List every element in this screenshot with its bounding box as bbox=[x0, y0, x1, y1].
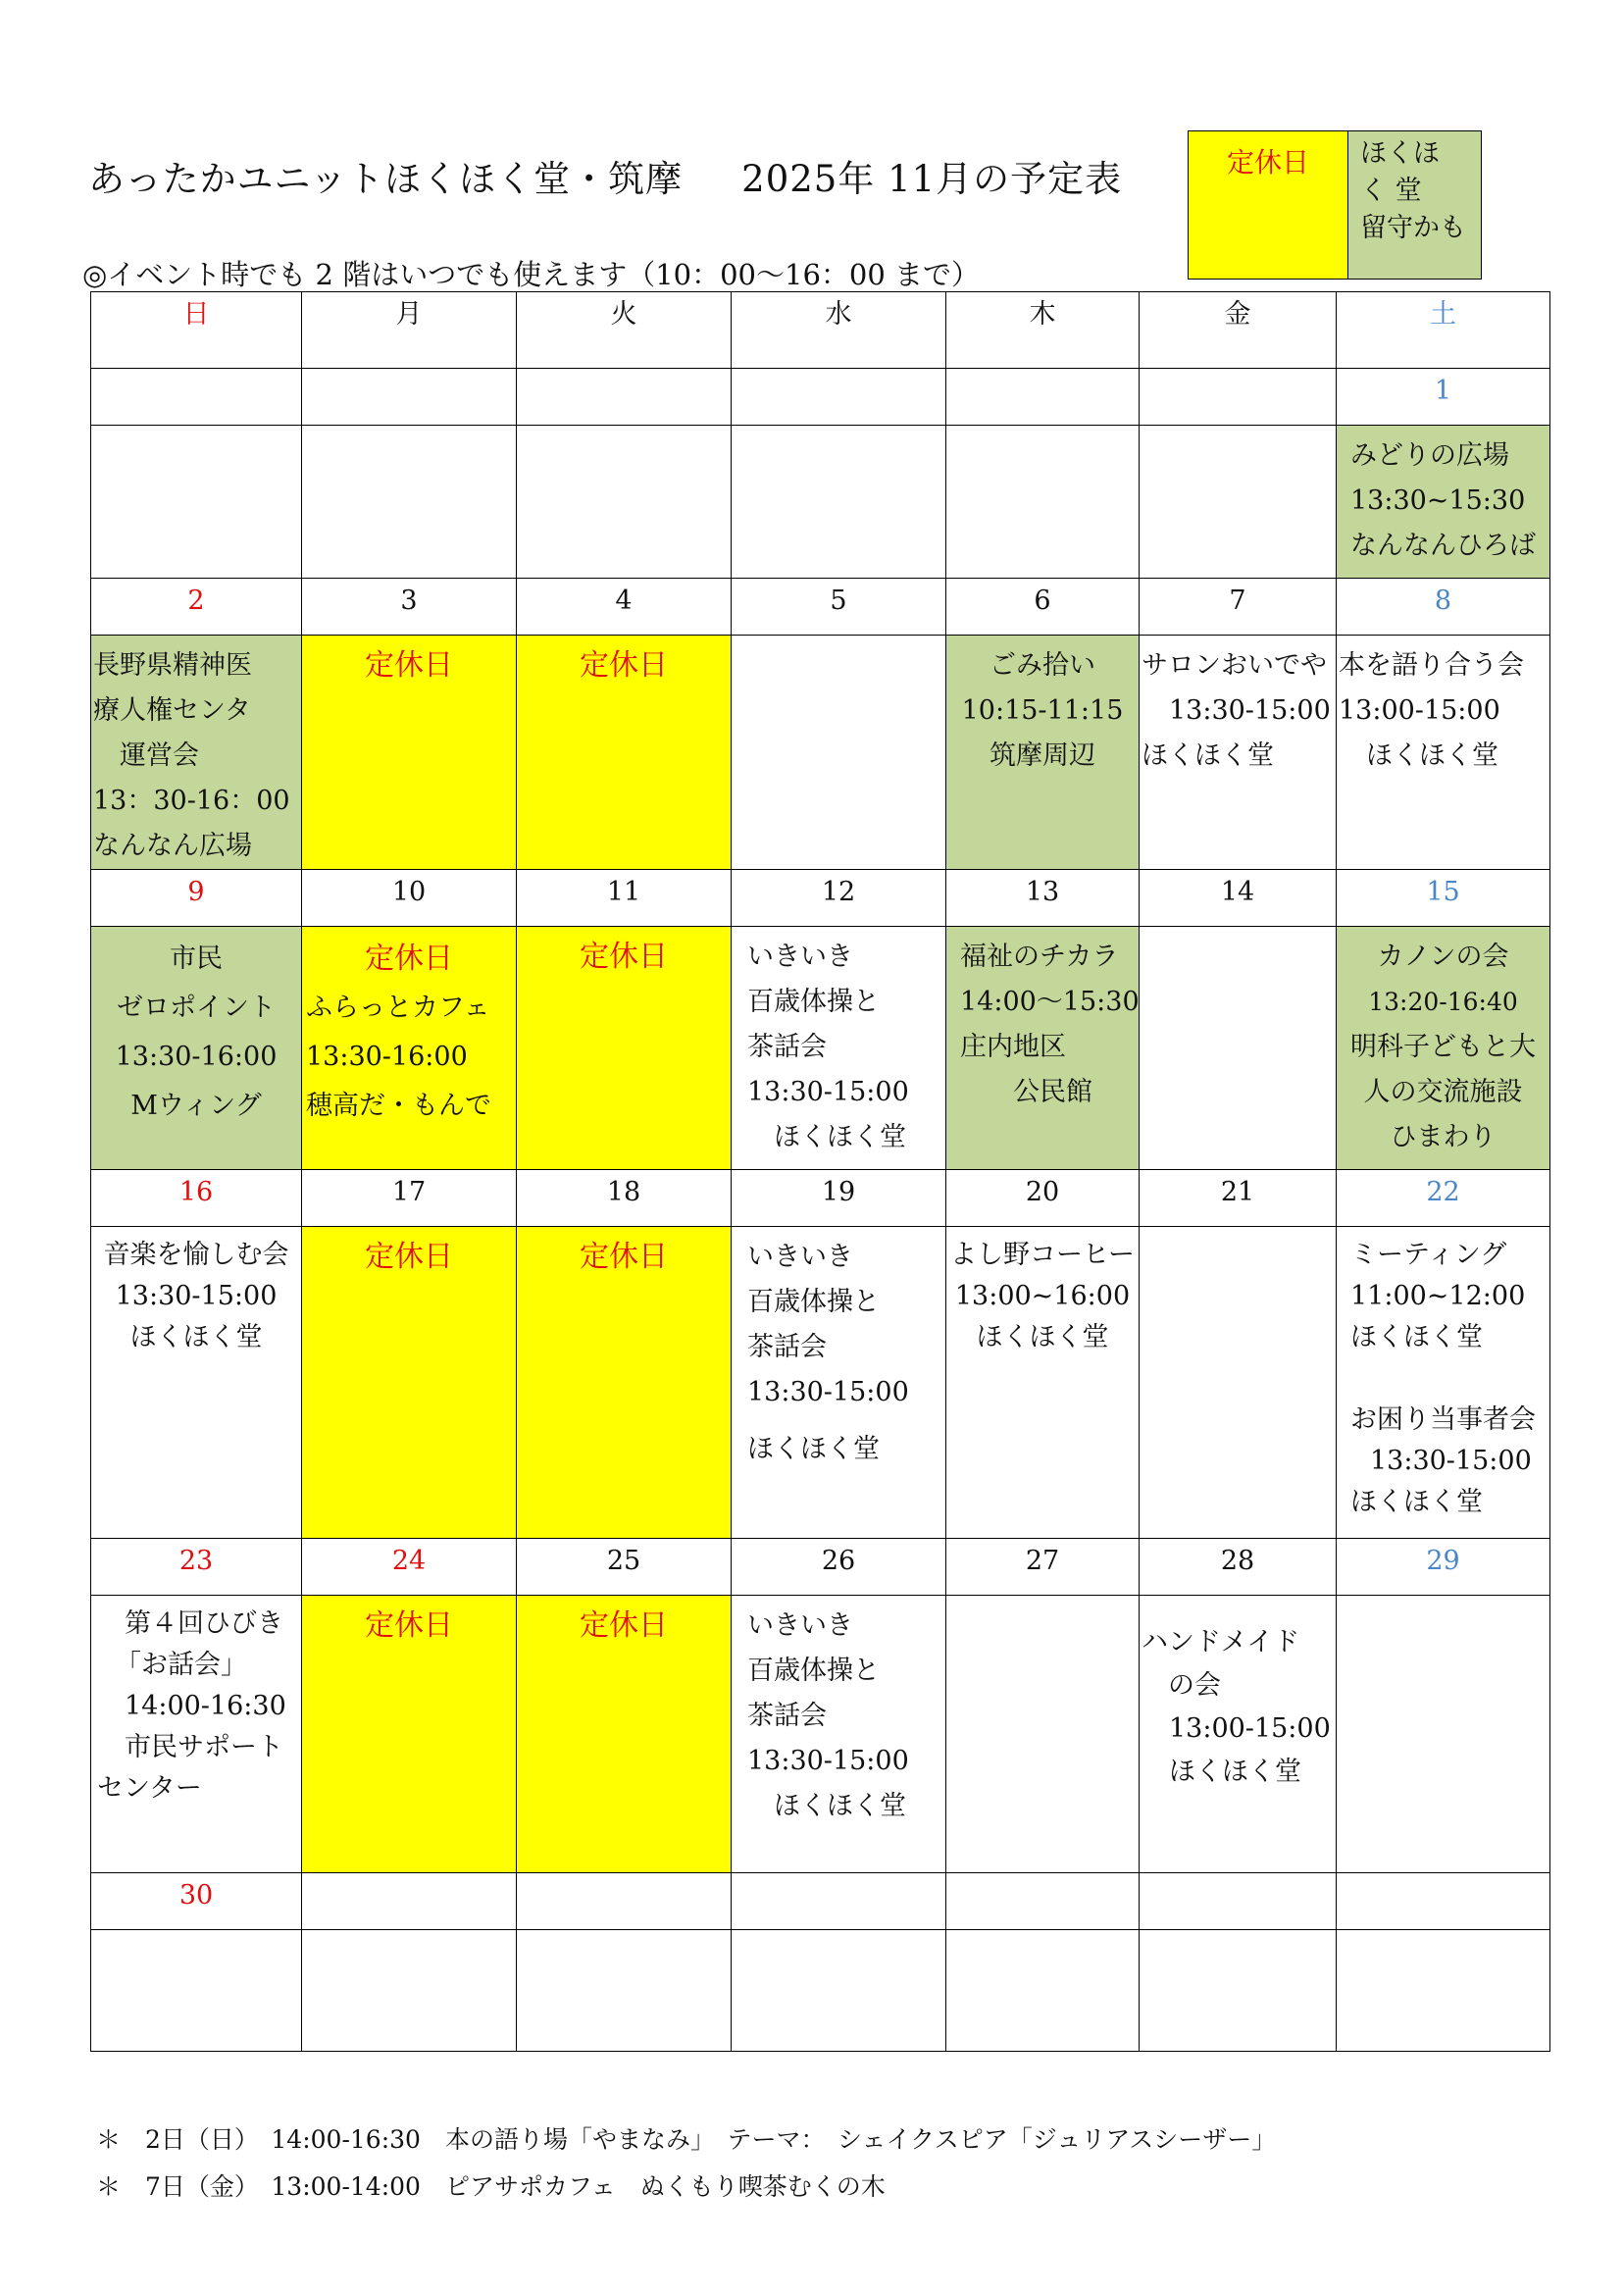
event-cell-22 bbox=[1337, 1227, 1550, 1539]
event-row bbox=[91, 636, 1550, 870]
event-line: 11:00~12:00 bbox=[1350, 1281, 1526, 1311]
date-cell-empty bbox=[517, 369, 732, 426]
legend-away-line: く 堂 bbox=[1360, 176, 1422, 206]
event-line: お困り当事者会 bbox=[1350, 1404, 1536, 1435]
event-row bbox=[91, 1596, 1550, 1873]
event-line: Mウィング bbox=[130, 1091, 262, 1121]
event-line: 13:30-16:00 bbox=[306, 1042, 468, 1072]
event-line: カノンの会 bbox=[1377, 942, 1509, 972]
event-cell-23 bbox=[91, 1596, 302, 1873]
date-cell-empty bbox=[517, 1873, 732, 1930]
event-cell-24 bbox=[302, 1596, 517, 1873]
event-cell-3 bbox=[302, 636, 517, 870]
weekday-fri: 金 bbox=[1140, 292, 1337, 369]
legend-away-line: ほくほ bbox=[1360, 138, 1440, 169]
event-cell-27 bbox=[946, 1596, 1140, 1873]
event-line: 百歳体操と bbox=[747, 1656, 880, 1686]
event-cell-6 bbox=[946, 636, 1140, 870]
footnote: ＊ 2日（日） 14:00-16:30 本の語り場「やまなみ」 テーマ： シェイクスピア「ジュリアスシーザー」 bbox=[96, 2125, 1277, 2154]
event-line: ふらっとカフェ bbox=[306, 993, 490, 1023]
weekday-header-row bbox=[91, 292, 1550, 369]
event-line: 13:20-16:40 bbox=[1368, 988, 1518, 1016]
legend-closed: 定休日 bbox=[1189, 131, 1348, 279]
date-2: 2 bbox=[91, 579, 302, 636]
closed-day-label: 定休日 bbox=[580, 1608, 668, 1643]
event-cell-empty bbox=[946, 1930, 1140, 2052]
event-line: サロンおいでや bbox=[1142, 650, 1327, 681]
footnote: ＊ 7日（金） 13:00-14:00 ピアサポカフェ ぬくもり喫茶むくの木 bbox=[96, 2172, 886, 2201]
weekday-thu: 木 bbox=[946, 292, 1140, 369]
title-month: 2025年 11月の予定表 bbox=[741, 158, 1123, 200]
calendar-table bbox=[90, 291, 1550, 2052]
date-4: 4 bbox=[517, 579, 732, 636]
event-row bbox=[91, 1227, 1550, 1539]
event-cell-8 bbox=[1337, 636, 1550, 870]
closed-day-label: 定休日 bbox=[580, 940, 668, 974]
date-6: 6 bbox=[946, 579, 1140, 636]
event-cell-empty bbox=[1337, 1930, 1550, 2052]
event-cell-10 bbox=[302, 927, 517, 1170]
date-row bbox=[91, 1873, 1550, 1930]
date-19: 19 bbox=[732, 1170, 946, 1227]
date-29: 29 bbox=[1337, 1539, 1550, 1596]
event-cell-16 bbox=[91, 1227, 302, 1539]
event-line: 13:30-15:00 bbox=[747, 1746, 909, 1776]
event-cell-26 bbox=[732, 1596, 946, 1873]
date-14: 14 bbox=[1140, 870, 1337, 927]
date-cell-empty bbox=[946, 1873, 1140, 1930]
event-line: 14:00〜15:30 bbox=[960, 987, 1140, 1017]
event-line: 庄内地区 bbox=[960, 1032, 1066, 1062]
event-cell-17 bbox=[302, 1227, 517, 1539]
event-line: 13:30-15:00 bbox=[115, 1281, 278, 1311]
event-line: みどりの広場 bbox=[1350, 440, 1509, 471]
event-line: 筑摩周辺 bbox=[990, 740, 1095, 771]
event-line: ほくほく堂 bbox=[747, 1434, 880, 1464]
event-line: いきいき bbox=[747, 942, 853, 972]
date-3: 3 bbox=[302, 579, 517, 636]
date-row bbox=[91, 1539, 1550, 1596]
event-cell-1 bbox=[1337, 426, 1550, 579]
date-26: 26 bbox=[732, 1539, 946, 1596]
title-unit-name: あったかユニットほくほく堂・筑摩 bbox=[88, 158, 684, 200]
event-cell-29 bbox=[1337, 1596, 1550, 1873]
event-cell-empty bbox=[302, 1930, 517, 2052]
closed-day-label: 定休日 bbox=[365, 648, 453, 683]
event-line: 茶話会 bbox=[747, 1701, 827, 1731]
event-cell-7 bbox=[1140, 636, 1337, 870]
date-cell-empty bbox=[946, 369, 1140, 426]
closed-day-label: 定休日 bbox=[365, 942, 453, 976]
event-line: よし野コーヒー bbox=[950, 1240, 1135, 1270]
closed-day-label: 定休日 bbox=[365, 1240, 453, 1274]
event-line: 長野県精神医 bbox=[93, 650, 252, 681]
event-line: ほくほく堂 bbox=[129, 1322, 263, 1352]
event-line: 13:00-15:00 bbox=[1169, 1713, 1331, 1744]
event-cell-12 bbox=[732, 927, 946, 1170]
notice-text: ◎イベント時でも 2 階はいつでも使えます（10：00〜16：00 まで） bbox=[82, 258, 981, 291]
event-row bbox=[91, 927, 1550, 1170]
event-line: 療人権センタ bbox=[93, 695, 251, 726]
date-7: 7 bbox=[1140, 579, 1337, 636]
event-line: ハンドメイド bbox=[1142, 1627, 1300, 1657]
closed-day-label: 定休日 bbox=[365, 1608, 453, 1643]
event-line bbox=[1350, 1358, 1546, 1400]
event-cell-21 bbox=[1140, 1227, 1337, 1539]
event-cell-empty bbox=[517, 426, 732, 579]
date-row bbox=[91, 1170, 1550, 1227]
event-cell-15 bbox=[1337, 927, 1550, 1170]
event-cell-18 bbox=[517, 1227, 732, 1539]
event-cell-empty bbox=[1140, 426, 1337, 579]
date-16: 16 bbox=[91, 1170, 302, 1227]
date-5: 5 bbox=[732, 579, 946, 636]
event-cell-30 bbox=[91, 1930, 302, 2052]
event-cell-5 bbox=[732, 636, 946, 870]
event-cell-4 bbox=[517, 636, 732, 870]
event-line: 13:30-15:00 bbox=[747, 1077, 909, 1107]
weekday-mon: 月 bbox=[302, 292, 517, 369]
event-cell-empty bbox=[517, 1930, 732, 2052]
event-cell-25 bbox=[517, 1596, 732, 1873]
date-cell-empty bbox=[302, 1873, 517, 1930]
date-cell-empty bbox=[302, 369, 517, 426]
date-17: 17 bbox=[302, 1170, 517, 1227]
date-10: 10 bbox=[302, 870, 517, 927]
event-line: 13：30-16：00 bbox=[93, 786, 290, 816]
event-line: 13:30~15:30 bbox=[1350, 485, 1526, 516]
date-15: 15 bbox=[1337, 870, 1550, 927]
event-cell-empty bbox=[732, 426, 946, 579]
date-cell-empty bbox=[732, 1873, 946, 1930]
event-line: ごみ拾い bbox=[990, 650, 1095, 681]
event-line: 14:00-16:30 bbox=[125, 1691, 286, 1721]
event-line: 明科子どもと大 bbox=[1350, 1032, 1536, 1062]
event-line: 市民 bbox=[170, 943, 223, 974]
event-line: 穂高だ・もんで bbox=[306, 1091, 491, 1121]
date-11: 11 bbox=[517, 870, 732, 927]
closed-day-label: 定休日 bbox=[580, 1240, 668, 1274]
weekday-wed: 水 bbox=[732, 292, 946, 369]
date-25: 25 bbox=[517, 1539, 732, 1596]
event-line: 13:30-16:00 bbox=[115, 1042, 278, 1072]
legend-away bbox=[1348, 131, 1481, 279]
closed-day-label: 定休日 bbox=[580, 648, 668, 683]
date-30: 30 bbox=[91, 1873, 302, 1930]
event-cell-empty bbox=[1140, 1930, 1337, 2052]
event-cell-2 bbox=[91, 636, 302, 870]
event-line: ほくほく堂 bbox=[1169, 1757, 1301, 1787]
event-line: ほくほく堂 bbox=[1142, 740, 1274, 771]
date-1: 1 bbox=[1337, 369, 1550, 426]
event-line: ほくほく堂 bbox=[1366, 740, 1498, 771]
date-13: 13 bbox=[946, 870, 1140, 927]
event-line: 市民サポート bbox=[125, 1732, 283, 1762]
date-24: 24 bbox=[302, 1539, 517, 1596]
event-row bbox=[91, 426, 1550, 579]
event-line: 13:30-15:00 bbox=[747, 1377, 909, 1407]
event-cell-13 bbox=[946, 927, 1140, 1170]
date-cell-empty bbox=[91, 369, 302, 426]
event-line: 茶話会 bbox=[747, 1332, 827, 1362]
weekday-sun: 日 bbox=[91, 292, 302, 369]
date-cell-empty bbox=[732, 369, 946, 426]
event-line: ほくほく堂 bbox=[747, 1791, 906, 1821]
event-row bbox=[91, 1930, 1550, 2052]
date-cell-empty bbox=[1337, 1873, 1550, 1930]
date-27: 27 bbox=[946, 1539, 1140, 1596]
event-cell-empty bbox=[946, 426, 1140, 579]
event-line: 公民館 bbox=[960, 1077, 1092, 1107]
event-line: 運営会 bbox=[93, 740, 199, 771]
event-line: 百歳体操と bbox=[747, 987, 880, 1017]
event-cell-empty bbox=[732, 1930, 946, 2052]
event-line: 13:30-15:00 bbox=[1169, 695, 1331, 726]
date-row bbox=[91, 369, 1550, 426]
event-line: いきいき bbox=[747, 1242, 853, 1272]
date-18: 18 bbox=[517, 1170, 732, 1227]
legend-away-line: 留守かも bbox=[1360, 213, 1466, 243]
event-line: 茶話会 bbox=[747, 1032, 827, 1062]
date-9: 9 bbox=[91, 870, 302, 927]
date-row bbox=[91, 870, 1550, 927]
event-line: ひまわり bbox=[1390, 1122, 1497, 1152]
event-line: 百歳体操と bbox=[747, 1287, 880, 1317]
event-cell-28 bbox=[1140, 1596, 1337, 1873]
date-20: 20 bbox=[946, 1170, 1140, 1227]
event-line: ほくほく堂 bbox=[976, 1322, 1109, 1352]
event-line: なんなん広場 bbox=[93, 831, 252, 861]
event-line: ミーティング bbox=[1350, 1240, 1507, 1270]
weekday-sat: 土 bbox=[1337, 292, 1550, 369]
event-cell-20 bbox=[946, 1227, 1140, 1539]
legend bbox=[1188, 130, 1482, 280]
event-line: 13:00-15:00 bbox=[1339, 695, 1500, 726]
event-cell-14 bbox=[1140, 927, 1337, 1170]
event-line: ゼロポイント bbox=[117, 993, 276, 1023]
event-cell-11 bbox=[517, 927, 732, 1170]
event-line: 「お話会」 bbox=[115, 1650, 247, 1680]
event-line: ほくほく堂 bbox=[1350, 1487, 1483, 1517]
date-12: 12 bbox=[732, 870, 946, 927]
event-line: ほくほく堂 bbox=[1350, 1322, 1483, 1352]
date-28: 28 bbox=[1140, 1539, 1337, 1596]
footnotes bbox=[96, 2116, 1276, 2211]
event-line: 13:00~16:00 bbox=[954, 1281, 1131, 1311]
event-line: 13:30-15:00 bbox=[1370, 1446, 1532, 1476]
event-line: ほくほく堂 bbox=[747, 1122, 906, 1152]
page-title bbox=[88, 149, 1122, 202]
event-cell-19 bbox=[732, 1227, 946, 1539]
event-line: の会 bbox=[1142, 1670, 1221, 1701]
event-line: いきいき bbox=[747, 1610, 853, 1641]
event-cell-9 bbox=[91, 927, 302, 1170]
event-cell-empty bbox=[302, 426, 517, 579]
date-cell-empty bbox=[1140, 369, 1337, 426]
date-21: 21 bbox=[1140, 1170, 1337, 1227]
date-23: 23 bbox=[91, 1539, 302, 1596]
event-cell-empty bbox=[91, 426, 302, 579]
event-line: 福祉のチカラ bbox=[960, 942, 1119, 972]
event-line: 本を語り合う会 bbox=[1339, 650, 1524, 681]
event-line: 10:15-11:15 bbox=[961, 695, 1124, 726]
date-row bbox=[91, 579, 1550, 636]
weekday-tue: 火 bbox=[517, 292, 732, 369]
event-line: なんなんひろば bbox=[1350, 531, 1536, 561]
event-line: 第４回ひびき bbox=[125, 1608, 283, 1639]
date-8: 8 bbox=[1337, 579, 1550, 636]
event-line: 人の交流施設 bbox=[1363, 1077, 1523, 1107]
date-22: 22 bbox=[1337, 1170, 1550, 1227]
event-line: 音楽を愉しむ会 bbox=[103, 1240, 289, 1270]
date-cell-empty bbox=[1140, 1873, 1337, 1930]
event-line: センター bbox=[97, 1773, 202, 1804]
